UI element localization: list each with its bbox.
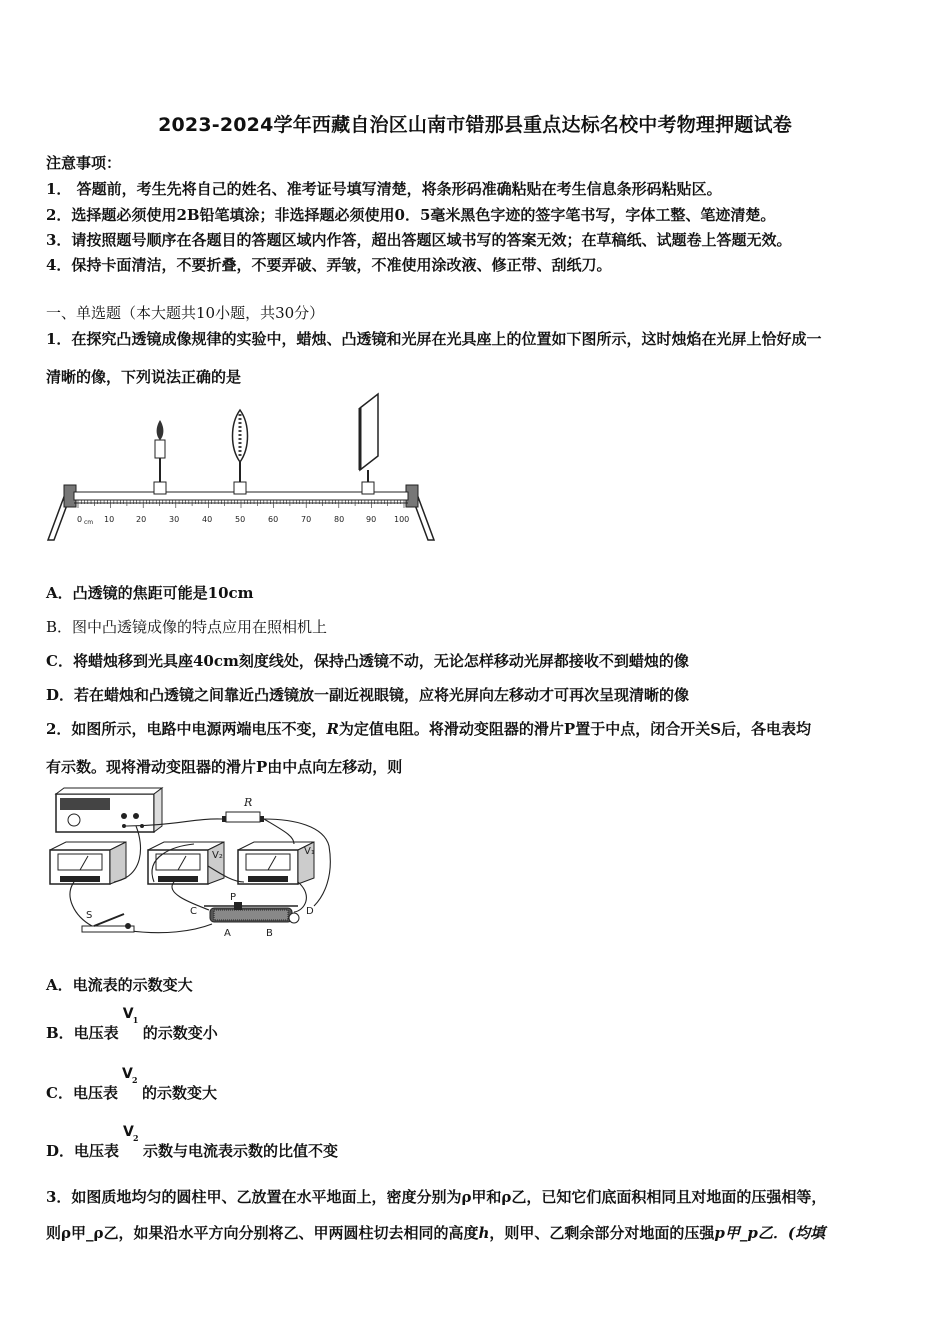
ruler-label: 0 (77, 515, 83, 524)
option-text: C．电压表 (46, 1084, 118, 1102)
section-heading: 一、单选题（本大题共10小题，共30分） (46, 304, 325, 322)
q2-stem-text: 2．如图所示，电路中电源两端电压不变， (46, 720, 327, 738)
voltmeter-v2-symbol: V 2 (121, 1066, 138, 1085)
page-title: 2023-2024学年西藏自治区山南市错那县重点达标名校中考物理押题试卷 (158, 114, 792, 136)
voltmeter-v2 (148, 842, 224, 884)
label-v1: V₁ (304, 846, 315, 857)
label-c: C (190, 906, 197, 917)
resistor-r (222, 796, 264, 822)
q3-stem-line2 (46, 1222, 825, 1243)
option-text: 示数与电流表示数的比值不变 (143, 1142, 339, 1160)
q3-stem-text: 则ρ甲_ρ乙，如果沿水平方向分别将乙、甲两圆柱切去相同的高度 (46, 1224, 479, 1242)
ruler-ticks (78, 500, 404, 508)
resistor-symbol: R (326, 720, 339, 738)
light-screen (360, 394, 378, 494)
ruler-label: 20 (136, 515, 147, 524)
label-v2: V₂ (212, 850, 223, 861)
ruler-label: cm (84, 519, 94, 526)
q2-option-c (46, 1066, 217, 1103)
option-text: 的示数变大 (141, 1084, 217, 1102)
label-r: R (244, 796, 253, 809)
q1-option-b: B．图中凸透镜成像的特点应用在照相机上 (46, 618, 328, 636)
rheostat (190, 892, 314, 939)
candle (154, 420, 166, 494)
notice-item: 1． 答题前，考生先将自己的姓名、准考证号填写清楚，将条形码准确粘贴在考生信息条形码粘贴区。 (46, 180, 722, 198)
q2-option-a: A．电流表的示数变大 (46, 976, 193, 994)
switch-s (82, 910, 134, 932)
optical-bench-figure (44, 390, 439, 545)
option-text: B．电压表 (46, 1024, 119, 1042)
ruler-label: 90 (366, 515, 377, 524)
label-s: S (86, 910, 93, 921)
height-symbol: h (478, 1224, 490, 1242)
label-a: A (224, 928, 231, 939)
q3-stem-line1: 3．如图质地均匀的圆柱甲、乙放置在水平地面上，密度分别为ρ甲和ρ乙，已知它们底面积相同且对地面的压强相等， (46, 1188, 827, 1206)
q1-stem-line2: 清晰的像，下列说法正确的是 (46, 368, 242, 386)
convex-lens (233, 410, 248, 494)
ruler-labels (77, 515, 409, 526)
q1-option-d: D．若在蜡烛和凸透镜之间靠近凸透镜放一副近视眼镜，应将光屏向左移动才可再次呈现清晰的像 (46, 686, 690, 704)
q2-stem-line1 (46, 718, 811, 739)
circuit-figure (44, 786, 344, 946)
q1-option-c: C．将蜡烛移到光具座40cm刻度线处，保持凸透镜不动，无论怎样移动光屏都接收不到蜡烛的像 (46, 652, 689, 670)
ruler-label: 30 (169, 515, 180, 524)
label-d: D (306, 906, 314, 917)
ammeter (50, 842, 126, 884)
ruler-label: 100 (394, 515, 410, 524)
notice-item: 3．请按照题号顺序在各题目的答题区域内作答，超出答题区域书写的答案无效；在草稿纸、试题卷上答题无效。 (46, 231, 792, 249)
ruler-label: 50 (235, 515, 246, 524)
ruler-label: 40 (202, 515, 213, 524)
q2-option-d (46, 1124, 339, 1161)
q1-option-a: A．凸透镜的焦距可能是10cm (46, 584, 254, 602)
ruler-label: 80 (334, 515, 345, 524)
q2-stem-line2: 有示数。现将滑动变阻器的滑片P由中点向左移动，则 (46, 758, 403, 776)
label-p: P (230, 892, 237, 903)
label-b: B (266, 928, 273, 939)
ruler-label: 70 (301, 515, 312, 524)
voltmeter-v1 (238, 842, 315, 884)
voltmeter-v2-symbol: V 2 (123, 1124, 139, 1143)
voltmeter-v1-symbol: V 1 (122, 1006, 139, 1025)
ruler-label: 60 (268, 515, 279, 524)
ruler-label: 10 (104, 515, 115, 524)
notice-item: 2．选择题必须使用2B铅笔填涂；非选择题必须使用0．5毫米黑色字迹的签字笔书写，字体工整、笔迹清楚。 (46, 206, 776, 224)
pressure-symbol: p甲_p乙．(均填 (714, 1224, 825, 1242)
option-text: D．电压表 (46, 1142, 120, 1160)
q1-stem-line1: 1．在探究凸透镜成像规律的实验中，蜡烛、凸透镜和光屏在光具座上的位置如下图所示，这时烛焰在光屏上恰好成一 (46, 330, 822, 348)
notice-heading: 注意事项： (46, 154, 122, 172)
q3-stem-text: ，则甲、乙剩余部分对地面的压强 (489, 1224, 715, 1242)
option-text: 的示数变小 (142, 1024, 218, 1042)
notice-item: 4．保持卡面清洁，不要折叠，不要弄破、弄皱，不准使用涂改液、修正带、刮纸刀。 (46, 256, 612, 274)
q2-option-b (46, 1006, 218, 1043)
q2-stem-text: 为定值电阻。将滑动变阻器的滑片P置于中点，闭合开关S后，各电表均 (338, 720, 812, 738)
